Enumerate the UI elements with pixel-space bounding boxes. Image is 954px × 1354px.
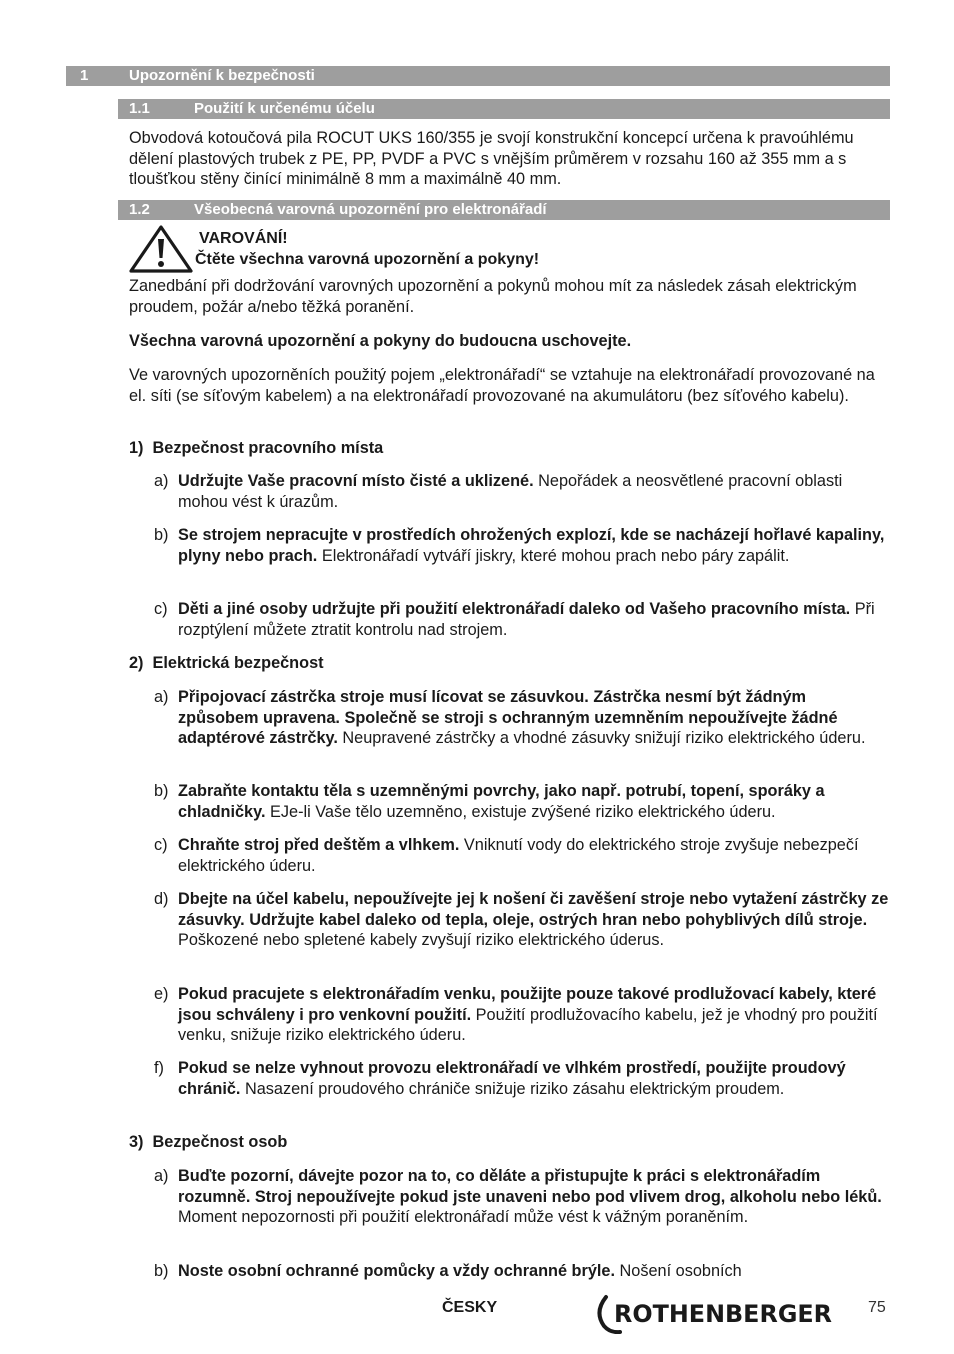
list-item	[154, 835, 889, 876]
item-label: b)	[154, 526, 169, 544]
section-1-bar	[66, 66, 890, 86]
list-item	[154, 984, 889, 1046]
list-item	[154, 471, 889, 512]
item-text: Moment nepozornosti při použití elektronářadí může vést k vážným poraněním.	[178, 1208, 749, 1227]
item-label: b)	[154, 782, 169, 800]
logo-brand-text: ROTHENBERGER	[614, 1300, 832, 1328]
item-text: Při rozptýlení můžete ztratit kontrolu nad strojem.	[178, 600, 875, 639]
item-bold-text: Připojovací zástrčka stroje musí lícovat se zásuvkou. Zástrčka nesmí být žádným způsobem upravena. Společně se stroji s ochranným uzemněním nepoužívejte žádné adaptérové zástrčky.	[178, 688, 838, 748]
list-item	[154, 525, 889, 566]
item-bold-text: Dbejte na účel kabelu, nepoužívejte jej k nošení či zavěšení stroje nebo vytažení zástrčky ze zásuvky. Udržujte kabel daleko od tepla, oleje, ostrých hran nebo pohyblivých dílů stroje.	[178, 890, 889, 929]
group-heading: 2) Elektrická bezpečnost	[129, 654, 324, 672]
item-bold-text: Zabraňte kontaktu těla s uzemněnými povrchy, jako např. potrubí, topení, sporáky a chladničky.	[178, 782, 825, 821]
group-heading: 1) Bezpečnost pracovního místa	[129, 439, 384, 457]
warning-paragraph-1: Zanedbání při dodržování varovných upozornění a pokynů mohou mít za následek zásah elektrickým proudem, požár a/nebo těžká poranění.	[129, 277, 857, 316]
item-text: Nasazení proudového chrániče snižuje riziko zásahu elektrickým proudem.	[240, 1079, 785, 1098]
item-label: c)	[154, 836, 168, 854]
item-text: Použití prodlužovacího kabelu, jež je vhodný pro použití venku, snižuje riziko elektrického úderu.	[178, 1005, 878, 1045]
list-item	[154, 889, 889, 951]
item-label: a)	[154, 688, 169, 706]
item-label: b)	[154, 1262, 169, 1280]
list-item	[154, 781, 889, 822]
section-title: Všeobecná varovná upozornění pro elektronářadí	[194, 201, 547, 218]
section-number: 1.1	[129, 100, 150, 117]
list-item	[154, 599, 889, 640]
item-text: EJe-li Vaše tělo uzemněno, existuje zvýšené riziko elektrického úderu.	[265, 802, 776, 821]
item-bold-text: Chraňte stroj před deštěm a vlhkem.	[178, 836, 460, 854]
item-bold-text: Pokud se nelze vyhnout provozu elektronářadí ve vlhkém prostředí, použijte proudový chránič.	[178, 1059, 846, 1098]
list-item	[154, 1058, 889, 1099]
section-1-1-bar	[118, 99, 890, 119]
item-label: c)	[154, 600, 168, 618]
warning-paragraph-2: Všechna varovná upozornění a pokyny do budoucna uschovejte.	[129, 332, 632, 350]
warning-triangle-icon	[128, 224, 194, 274]
item-bold-text: Děti a jiné osoby udržujte při použití elektronářadí daleko od Vašeho pracovního místa.	[178, 600, 851, 618]
item-label: f)	[154, 1059, 164, 1077]
list-item	[154, 1166, 889, 1228]
item-bold-text: Se strojem nepracujte v prostředích ohrožených explozí, kde se nacházejí hořlavé kapaliny, plyny nebo prach.	[178, 526, 885, 565]
intended-use-text: Obvodová kotoučová pila ROCUT UKS 160/355 je svojí konstrukční koncepcí určena k pravoúhlému dělení plastových trubek z PE, PP, PVDF a PVC s vnějším průměrem v rozsahu 160 až 355 mm a s tloušťkou stěny činící minimálně 8 mm a maximálně 40 mm.	[129, 129, 854, 189]
section-title: Použití k určenému účelu	[194, 100, 375, 117]
item-bold-text: Udržujte Vaše pracovní místo čisté a uklizené.	[178, 472, 534, 490]
list-item	[154, 1261, 889, 1282]
page-number: 75	[868, 1299, 886, 1316]
warning-title: VAROVÁNÍ!	[199, 230, 288, 247]
item-text: Poškozené nebo spletené kabely zvyšují riziko elektrického úderus.	[178, 931, 664, 950]
item-text: Vniknutí vody do elektrického stroje zvyšuje nebezpečí elektrického úderu.	[178, 836, 859, 875]
section-1-2-bar	[118, 200, 890, 220]
item-bold-text: Noste osobní ochranné pomůcky a vždy ochranné brýle.	[178, 1262, 615, 1280]
section-title: Upozornění k bezpečnosti	[129, 67, 315, 84]
section-number: 1.2	[129, 201, 150, 218]
list-item	[154, 687, 889, 749]
warning-subtitle: Čtěte všechna varovná upozornění a pokyny!	[195, 251, 540, 268]
section-number: 1	[80, 67, 89, 84]
rothenberger-logo	[594, 1294, 840, 1334]
item-text: Elektronářadí vytváří jiskry, které mohou prach nebo páry zapálit.	[317, 546, 790, 565]
item-label: e)	[154, 985, 169, 1003]
item-label: d)	[154, 890, 169, 908]
footer-language: ČESKY	[442, 1299, 498, 1316]
item-text: Nošení osobních	[615, 1262, 742, 1280]
item-label: a)	[154, 1167, 169, 1185]
item-text: Neupravené zástrčky a vhodné zásuvky snižují riziko elektrického úderu.	[337, 729, 866, 748]
item-label: a)	[154, 472, 169, 490]
item-text: Nepořádek a neosvětlené pracovní oblasti mohou vést k úrazům.	[178, 472, 843, 511]
group-heading: 3) Bezpečnost osob	[129, 1133, 288, 1151]
item-bold-text: Buďte pozorní, dávejte pozor na to, co děláte a přistupujte k práci s elektronářadím rozumně. Stroj nepoužívejte pokud jste unaveni nebo pod vlivem drog, alkoholu nebo léků.	[178, 1167, 882, 1206]
warning-paragraph-3: Ve varovných upozorněních použitý pojem „elektronářadí“ se vztahuje na elektronářadí provozované na el. síti (se síťovým kabelem) a na elektronářadí provozované na akumulátoru (bez síťového kabelu).	[129, 366, 875, 405]
item-bold-text: Pokud pracujete s elektronářadím venku, použijte pouze takové prodlužovací kabely, které jsou schváleny i pro venkovní použití.	[178, 985, 877, 1024]
